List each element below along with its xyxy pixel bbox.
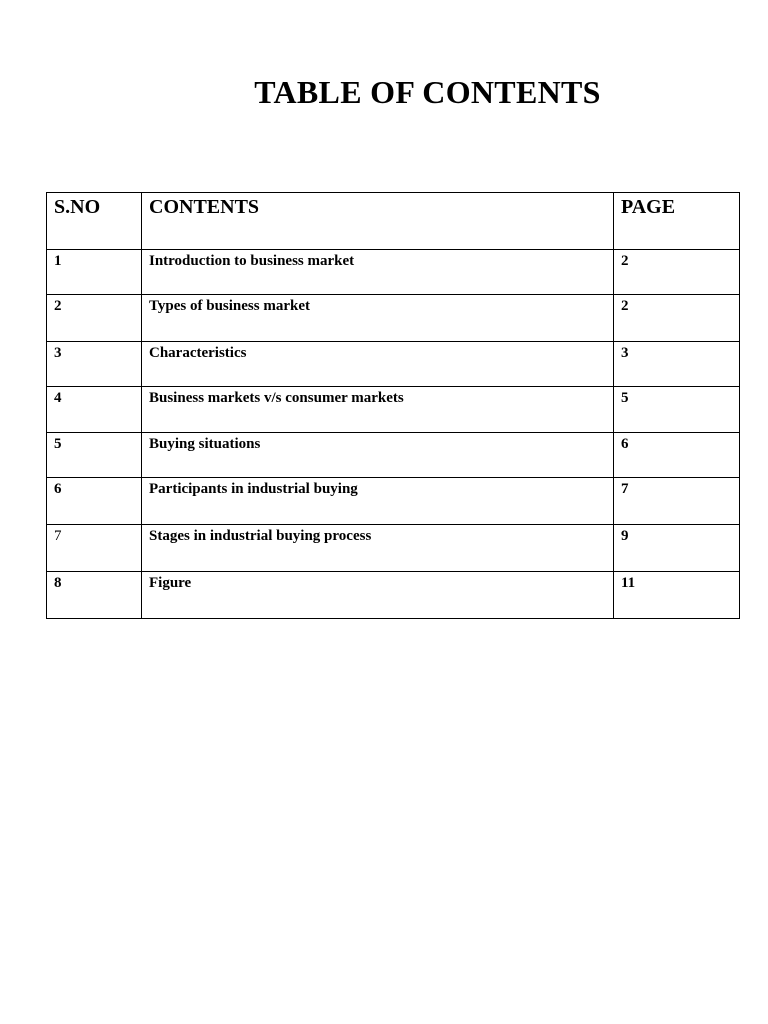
row-sno: 7 <box>47 525 142 572</box>
contents-header: CONTENTS <box>142 193 614 250</box>
row-page: 3 <box>614 342 740 387</box>
row-page: 11 <box>614 572 740 619</box>
row-sno: 6 <box>47 478 142 525</box>
row-page: 7 <box>614 478 740 525</box>
table-row <box>47 295 740 342</box>
page-header: PAGE <box>614 193 740 250</box>
row-page: 2 <box>614 295 740 342</box>
row-page: 9 <box>614 525 740 572</box>
row-page: 2 <box>614 250 740 295</box>
table-row <box>47 525 740 572</box>
row-sno: 5 <box>47 433 142 478</box>
row-contents: Types of business market <box>142 295 614 342</box>
row-page: 5 <box>614 387 740 433</box>
row-contents: Characteristics <box>142 342 614 387</box>
row-contents: Figure <box>142 572 614 619</box>
table-row <box>47 572 740 619</box>
table-row <box>47 478 740 525</box>
row-contents: Buying situations <box>142 433 614 478</box>
row-sno: 2 <box>47 295 142 342</box>
row-sno: 8 <box>47 572 142 619</box>
table-row <box>47 250 740 295</box>
row-sno: 1 <box>47 250 142 295</box>
sno-header: S.NO <box>47 193 142 250</box>
table-row <box>47 433 740 478</box>
row-sno: 4 <box>47 387 142 433</box>
contents-table <box>46 192 740 619</box>
table-row <box>47 342 740 387</box>
page-title: TABLE OF CONTENTS <box>254 74 601 110</box>
row-contents: Business markets v/s consumer markets <box>142 387 614 433</box>
row-contents: Participants in industrial buying <box>142 478 614 525</box>
row-contents: Stages in industrial buying process <box>142 525 614 572</box>
row-contents: Introduction to business market <box>142 250 614 295</box>
row-sno: 3 <box>47 342 142 387</box>
table-header-row <box>47 193 740 250</box>
row-page: 6 <box>614 433 740 478</box>
table-row <box>47 387 740 433</box>
